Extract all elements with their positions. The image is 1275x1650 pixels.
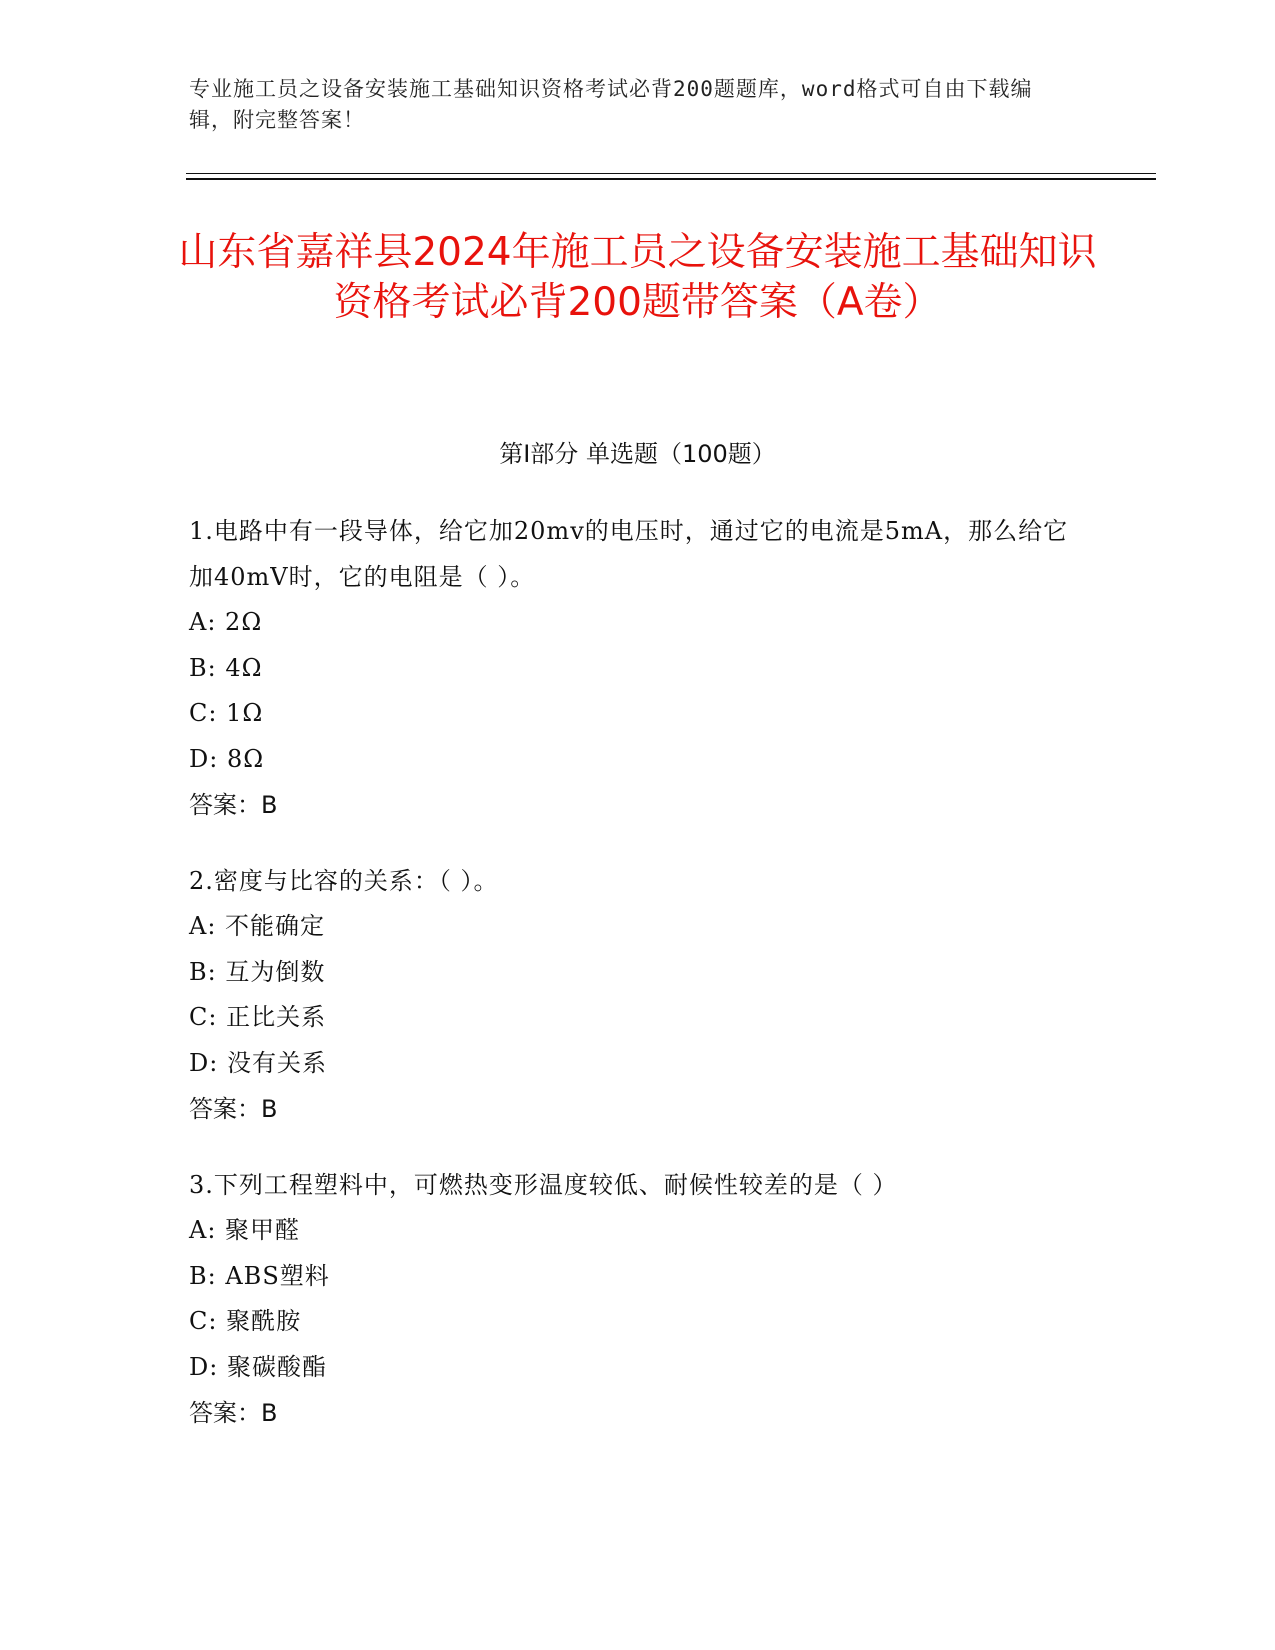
answer-label: 答案：B xyxy=(189,1095,278,1123)
option-c: C: 聚酰胺 xyxy=(189,1307,302,1335)
option-c: C: 正比关系 xyxy=(189,1003,327,1031)
question-3 xyxy=(189,1162,1089,1436)
answer-label: 答案：B xyxy=(189,1399,278,1427)
question-1 xyxy=(189,508,1089,828)
question-text: 3.下列工程塑料中，可燃热变形温度较低、耐候性较差的是（ ） xyxy=(189,1171,898,1199)
option-b: B: ABS塑料 xyxy=(189,1261,330,1290)
option-a: A: 不能确定 xyxy=(189,912,326,940)
option-d: D: 没有关系 xyxy=(189,1048,327,1077)
option-d: D: 8Ω xyxy=(189,744,265,773)
section-heading: 第I部分 单选题（100题） xyxy=(499,440,776,468)
header-note: 专业施工员之设备安装施工基础知识资格考试必背200题题库，word格式可自由下载编辑，附完整答案！ xyxy=(189,77,1033,132)
option-d: D: 聚碳酸酯 xyxy=(189,1352,327,1381)
option-b: B: 4Ω xyxy=(189,653,263,682)
header-divider-thick xyxy=(186,178,1156,180)
question-text: 1.电路中有一段导体，给它加20mv的电压时，通过它的电流是5mA，那么给它加40mV时，它的电阻是（ ）。 xyxy=(189,517,1069,591)
header-divider-thin xyxy=(186,173,1156,174)
document-title: 山东省嘉祥县2024年施工员之设备安装施工基础知识资格考试必背200题带答案（A卷） xyxy=(178,230,1097,325)
question-text: 2.密度与比容的关系：（ ）。 xyxy=(189,867,499,895)
option-a: A: 聚甲醛 xyxy=(189,1216,301,1244)
question-2 xyxy=(189,858,1089,1132)
answer-label: 答案：B xyxy=(189,791,278,819)
option-b: B: 互为倒数 xyxy=(189,957,326,986)
option-a: A: 2Ω xyxy=(189,608,263,636)
option-c: C: 1Ω xyxy=(189,699,264,727)
